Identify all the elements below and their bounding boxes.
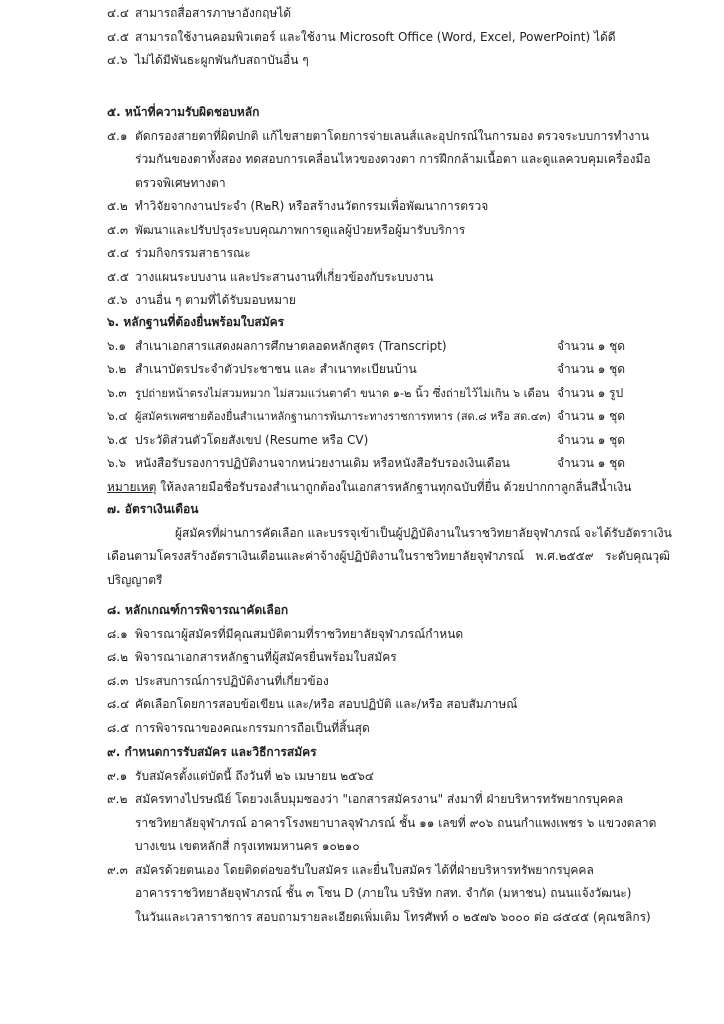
- item-number: ๕.๕: [107, 269, 129, 284]
- item-text-continued: ร่วมกันของตาทั้งสอง ทดสอบการเคลื่อนไหวของดวงตา การฝึกกล้ามเนื้อตา และดูแลควบคุมเครื่องมือ: [135, 152, 651, 166]
- list-item: [107, 125, 667, 149]
- item-text-continued: อาคารราชวิทยาลัยจุฬาภรณ์ ชั้น ๓ โซน D (ภายใน บริษัท กสท. จำกัด (มหาชน) ถนนแจ้งวัฒนะ): [135, 886, 632, 900]
- section-4-list: [107, 2, 667, 73]
- list-item: [107, 26, 667, 50]
- item-number: ๕.๖: [107, 293, 128, 307]
- list-item: [107, 670, 667, 694]
- paragraph-line: ผู้สมัครที่ผ่านการคัดเลือก และบรรจุเข้าเป็นผู้ปฏิบัติงานในราชวิทยาลัยจุฬาภรณ์ จะได้รับอัตราเงิน: [175, 525, 672, 540]
- document-row: [107, 452, 667, 476]
- item-text: รับสมัครตั้งแต่บัดนี้ ถึงวันที่ ๒๖ เมษายน ๒๕๖๔: [135, 768, 374, 783]
- item-quantity: จำนวน ๑ ชุด: [557, 362, 626, 376]
- item-quantity: จำนวน ๑ ชุด: [557, 456, 626, 470]
- item-number: ๕.๓: [107, 222, 129, 237]
- section-5: [107, 101, 667, 313]
- document-row: [107, 429, 667, 453]
- item-number: ๖.๓: [107, 385, 127, 400]
- item-number: ๖.๖: [107, 456, 127, 470]
- section-heading: ๖. หลักฐานที่ต้องยื่นพร้อมใบสมัคร: [107, 315, 285, 329]
- item-text: สามารถสื่อสารภาษาอังกฤษได้: [135, 6, 292, 20]
- document-row: [107, 358, 667, 382]
- item-text: สมัครด้วยตนเอง โดยติดต่อขอรับใบสมัคร และยื่นใบสมัคร ได้ที่ฝ่ายบริหารทรัพยากรบุคคล: [135, 862, 594, 877]
- list-item: [107, 788, 667, 812]
- item-number: ๖.๒: [107, 362, 127, 376]
- item-number: ๔.๕: [107, 29, 129, 44]
- item-text: หนังสือรับรองการปฏิบัติงานจากหน่วยงานเดิม หรือหนังสือรับรองเงินเดือน: [135, 456, 510, 470]
- section-heading: ๗. อัตราเงินเดือน: [107, 502, 199, 516]
- item-number: ๙.๒: [107, 792, 128, 806]
- document-row: [107, 405, 667, 429]
- list-item: [107, 266, 667, 290]
- item-text: ผู้สมัครเพศชายต้องยื่นสำเนาหลักฐานการพ้นภาระทางราชการทหาร (สด.๘ หรือ สด.๔๓): [135, 410, 551, 423]
- item-text: สามารถใช้งานคอมพิวเตอร์ และใช้งาน Microsoft Office (Word, Excel, PowerPoint) ได้ดี: [135, 29, 616, 44]
- item-number: ๘.๒: [107, 650, 128, 664]
- item-text: ไม่ได้มีพันธะผูกพันกับสถาบันอื่น ๆ: [135, 53, 309, 67]
- item-number: ๘.๕: [107, 720, 130, 735]
- note-text: ให้ลงลายมือชื่อรับรองสำเนาถูกต้องในเอกสารหลักฐานทุกฉบับที่ยื่น ด้วยปากกาลูกลื่นสีน้ำเงิน: [156, 479, 632, 494]
- item-number: ๕.๒: [107, 199, 128, 213]
- item-text: สมัครทางไปรษณีย์ โดยวงเล็บมุมซองว่า "เอกสารสมัครงาน" ส่งมาที่ ฝ่ายบริหารทรัพยากรบุคคล: [135, 792, 624, 806]
- item-text: การพิจารณาของคณะกรรมการถือเป็นที่สิ้นสุด: [135, 720, 370, 735]
- item-text: ประสบการณ์การปฏิบัติงานที่เกี่ยวข้อง: [135, 673, 329, 688]
- item-number: ๘.๔: [107, 697, 130, 711]
- item-text: พิจารณาผู้สมัครที่มีคุณสมบัติตามที่ราชวิทยาลัยจุฬาภรณ์กำหนด: [135, 626, 464, 641]
- list-item: [107, 693, 667, 717]
- item-number: ๖.๑: [107, 338, 127, 353]
- note: [107, 476, 667, 500]
- item-text-continued: ในวันและเวลาราชการ สอบถามรายละเอียดเพิ่มเติม โทรศัพท์ ๐ ๒๕๗๖ ๖๐๐๐ ต่อ ๘๕๔๕ (คุณชลิกร): [135, 909, 651, 924]
- item-quantity: จำนวน ๑ ชุด: [557, 432, 626, 447]
- item-text: รูปถ่ายหน้าตรงไม่สวมหมวก ไม่สวมแว่นตาดำ ขนาด ๑-๒ นิ้ว ซึ่งถ่ายไว้ไม่เกิน ๖ เดือน: [135, 386, 550, 400]
- item-number: ๙.๑: [107, 768, 128, 783]
- item-text: สำเนาเอกสารแสดงผลการศึกษาตลอดหลักสูตร (Transcript): [135, 338, 447, 353]
- item-text: วางแผนระบบงาน และประสานงานที่เกี่ยวข้องกับระบบงาน: [135, 269, 434, 284]
- section-8: [107, 599, 667, 740]
- item-text-continued: ตรวจพิเศษทางตา: [135, 175, 226, 190]
- item-text: พิจารณาเอกสารหลักฐานที่ผู้สมัครยื่นพร้อมใบสมัคร: [135, 650, 397, 664]
- list-item: [107, 289, 667, 313]
- item-quantity: จำนวน ๑ ชุด: [557, 338, 626, 353]
- section-heading: ๙. กำหนดการรับสมัคร และวิธีการสมัคร: [107, 745, 317, 759]
- item-number: ๖.๕: [107, 432, 128, 447]
- list-item: [107, 859, 667, 883]
- item-number: ๔.๖: [107, 53, 128, 67]
- item-number: ๕.๔: [107, 246, 129, 260]
- item-number: ๕.๑: [107, 128, 128, 143]
- item-quantity: จำนวน ๑ รูป: [557, 385, 624, 400]
- document-row: [107, 382, 667, 406]
- item-text: ทำวิจัยจากงานประจำ (R๒R) หรือสร้างนวัตกรรมเพื่อพัฒนาการตรวจ: [135, 199, 489, 213]
- paragraph-line: เดือนตามโครงสร้างอัตราเงินเดือนและค่าจ้างผู้ปฏิบัติงานในราชวิทยาลัยจุฬาภรณ์ พ.ศ.๒๕๕๙ ระดับคุณวุฒิ: [107, 549, 670, 563]
- list-item: [107, 242, 667, 266]
- item-number: ๘.๑: [107, 626, 128, 641]
- item-number: ๘.๓: [107, 673, 129, 688]
- item-text: คัดเลือกโดยการสอบข้อเขียน และ/หรือ สอบปฏิบัติ และ/หรือ สอบสัมภาษณ์: [135, 697, 518, 711]
- list-item: [107, 623, 667, 647]
- section-9: [107, 741, 667, 929]
- section-heading: ๕. หน้าที่ความรับผิดชอบหลัก: [107, 105, 260, 119]
- section-6: [107, 311, 667, 499]
- item-text: งานอื่น ๆ ตามที่ได้รับมอบหมาย: [135, 293, 296, 307]
- item-number: ๙.๓: [107, 862, 128, 877]
- list-item: [107, 717, 667, 741]
- document-row: [107, 335, 667, 359]
- item-quantity: จำนวน ๑ ชุด: [557, 409, 626, 423]
- item-text: สำเนาบัตรประจำตัวประชาชน และ สำเนาทะเบียนบ้าน: [135, 362, 417, 376]
- list-item: [107, 219, 667, 243]
- item-text: ตัดกรองสายตาที่ผิดปกติ แก้ไขสายตาโดยการจ่ายเลนส์และอุปกรณ์ในการมอง ตรวจระบบการทำงาน: [135, 128, 650, 143]
- item-number: ๔.๔: [107, 6, 129, 20]
- paragraph-line: ปริญญาตรี: [107, 572, 163, 587]
- list-item: [107, 49, 667, 73]
- item-text: ร่วมกิจกรรมสาธารณะ: [135, 246, 251, 260]
- list-item: [107, 646, 667, 670]
- item-text: ประวัติส่วนตัวโดยสังเขป (Resume หรือ CV): [135, 432, 369, 447]
- note-label: หมายเหตุ: [107, 479, 157, 494]
- item-text-continued: ราชวิทยาลัยจุฬาภรณ์ อาคารโรงพยาบาลจุฬาภรณ์ ชั้น ๑๑ เลขที่ ๙๐๖ ถนนกำแพงเพชร ๖ แขวงตลาด: [135, 815, 657, 830]
- item-text: พัฒนาและปรับปรุงระบบคุณภาพการดูแลผู้ป่วยหรือผู้มารับบริการ: [135, 222, 466, 237]
- list-item: [107, 765, 667, 789]
- section-7: [107, 498, 672, 592]
- list-item: [107, 2, 667, 26]
- list-item: [107, 195, 667, 219]
- item-text-continued: บางเขน เขตหลักสี่ กรุงเทพมหานคร ๑๐๒๑๐: [135, 839, 360, 853]
- section-heading: ๘. หลักเกณฑ์การพิจารณาคัดเลือก: [107, 603, 289, 617]
- item-number: ๖.๔: [107, 409, 128, 423]
